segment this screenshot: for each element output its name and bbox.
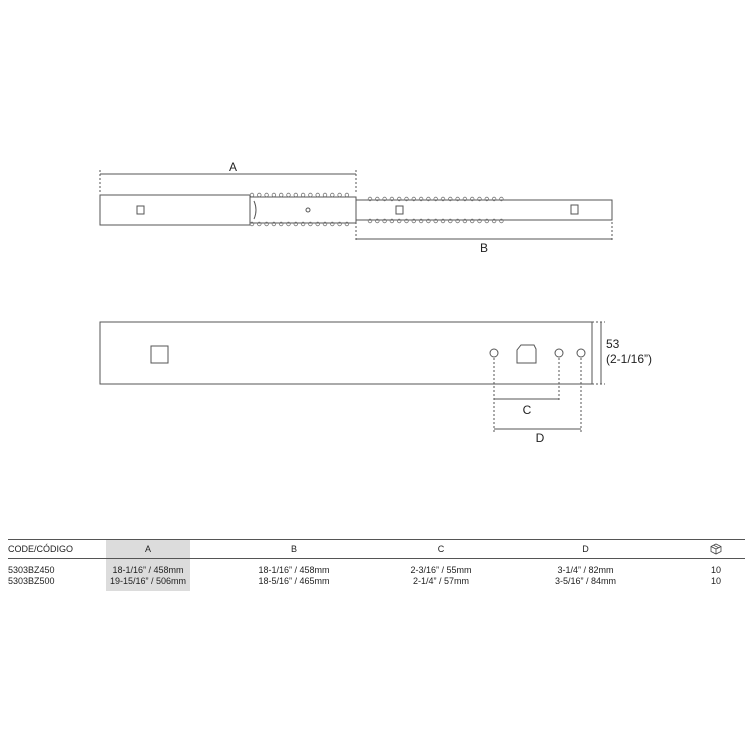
ball-bearing: [301, 193, 305, 197]
dimension-b: [356, 222, 612, 242]
header-qty: [687, 540, 745, 559]
dimension-height: [592, 322, 605, 384]
outer-member: [100, 195, 250, 225]
dimension-d: [494, 358, 581, 433]
mounting-hole-left: [137, 206, 144, 214]
screw-hole-3: [577, 349, 585, 357]
top-view: [100, 160, 612, 255]
table-row: [8, 559, 745, 577]
ball-bearing: [250, 193, 254, 197]
cell-code: 5303BZ500: [8, 576, 55, 586]
ball-bearing: [331, 193, 335, 197]
ball-bearing: [309, 193, 313, 197]
ball-bearing: [294, 193, 298, 197]
spec-table-container: [8, 539, 745, 591]
cell-qty: 10: [710, 576, 721, 586]
inner-member: [356, 200, 612, 220]
header-b: B: [290, 544, 297, 554]
header-code: CODE/CÓDIGO: [8, 544, 74, 554]
cell-c: 2-3/16” / 55mm: [410, 565, 472, 575]
dimension-a-label: A: [228, 160, 238, 174]
dimension-b-label: B: [479, 241, 489, 255]
cell-a: 19-15/16” / 506mm: [106, 576, 190, 591]
mounting-hole-middle: [396, 206, 403, 214]
header-d: D: [582, 544, 589, 554]
cell-b: 18-5/16” / 465mm: [258, 576, 330, 586]
intermediate-member: [250, 197, 356, 223]
box-icon: [710, 543, 722, 555]
ball-bearing: [316, 193, 320, 197]
ball-bearing: [345, 193, 349, 197]
ball-bearing: [258, 193, 262, 197]
screw-hole-1: [490, 349, 498, 357]
cell-d: 3-1/4” / 82mm: [557, 565, 614, 575]
dimension-c-label: C: [522, 403, 532, 417]
slide-profile: [100, 322, 592, 384]
ball-bearing-rows: [250, 193, 503, 226]
screw-hole-2: [555, 349, 563, 357]
cell-d: 3-5/16” / 84mm: [554, 576, 617, 586]
dimension-d-label: D: [535, 431, 545, 445]
ball-bearing: [279, 193, 283, 197]
spec-table: [8, 539, 745, 591]
header-c: C: [437, 544, 445, 554]
cell-qty: 10: [710, 565, 721, 575]
cell-a: 18-1/16” / 458mm: [106, 559, 190, 577]
cell-c: 2-1/4” / 57mm: [412, 576, 470, 586]
ball-bearing: [265, 193, 269, 197]
dimension-c: [494, 358, 559, 433]
table-header-row: [8, 540, 745, 559]
height-imperial-label: (2-1/16”): [606, 352, 653, 366]
mounting-hole-right: [571, 205, 578, 214]
table-row: [8, 576, 745, 591]
ball-bearing: [272, 193, 276, 197]
side-mounting-hole-left: [151, 346, 168, 363]
ball-bearing: [323, 193, 327, 197]
cell-b: 18-1/16” / 458mm: [258, 565, 330, 575]
ball-bearing: [338, 193, 342, 197]
cell-code: 5303BZ450: [8, 565, 55, 575]
header-a: A: [106, 540, 190, 559]
side-mounting-hole-right: [517, 345, 536, 363]
height-value-label: 53: [606, 337, 620, 351]
ball-bearing: [287, 193, 291, 197]
